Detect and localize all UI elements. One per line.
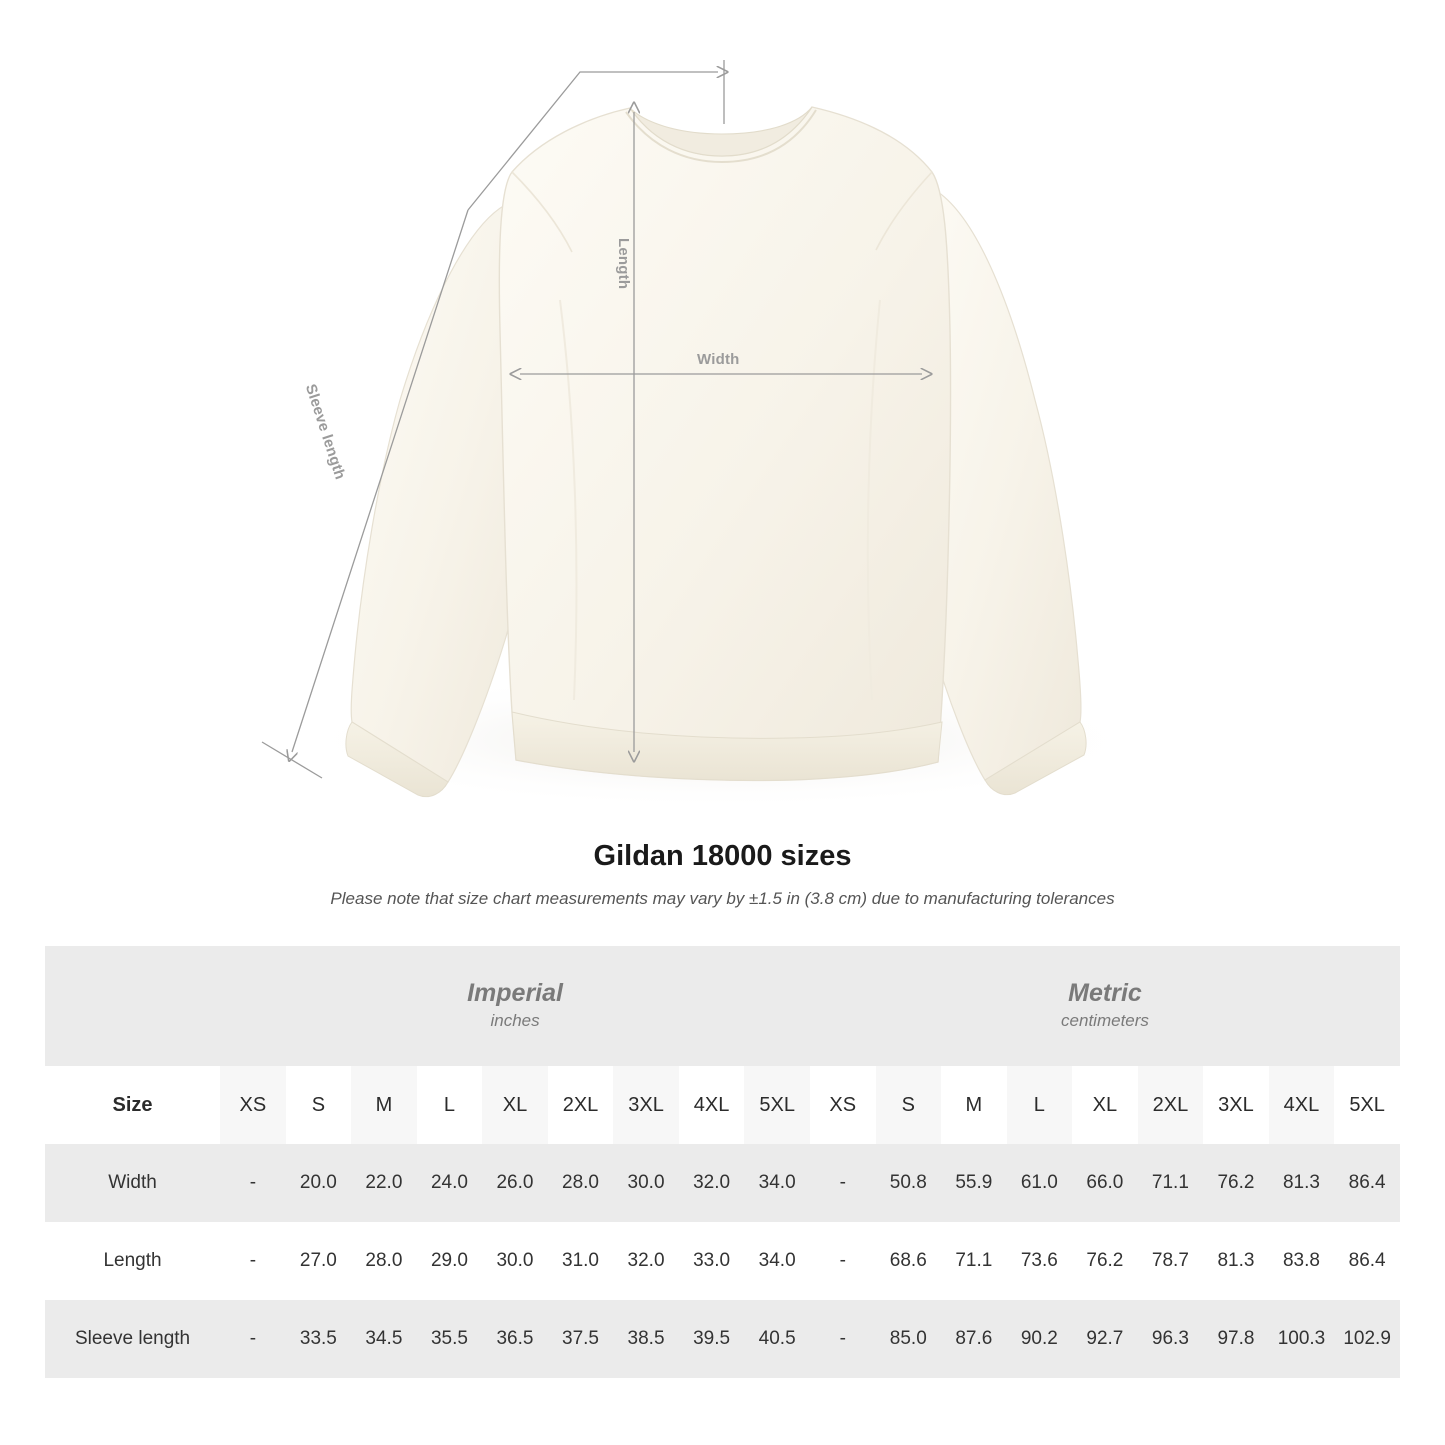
cell-sleeve-imperial-s: 33.5 — [286, 1300, 352, 1378]
size-col-metric-xl: XL — [1072, 1066, 1138, 1144]
cell-width-metric-4xl: 81.3 — [1269, 1144, 1335, 1222]
cell-length-metric-xl: 76.2 — [1072, 1222, 1138, 1300]
cell-length-imperial-4xl: 33.0 — [679, 1222, 745, 1300]
cell-sleeve-imperial-l: 35.5 — [417, 1300, 483, 1378]
cell-length-imperial-2xl: 31.0 — [548, 1222, 614, 1300]
size-col-imperial-2xl: 2XL — [548, 1066, 614, 1144]
size-col-metric-4xl: 4XL — [1269, 1066, 1335, 1144]
size-col-metric-l: L — [1007, 1066, 1073, 1144]
width-label: Width — [697, 351, 740, 368]
cell-width-metric-xl: 66.0 — [1072, 1144, 1138, 1222]
page-title: Gildan 18000 sizes — [593, 840, 852, 872]
cell-width-imperial-s: 20.0 — [286, 1144, 352, 1222]
cell-length-metric-2xl: 78.7 — [1138, 1222, 1204, 1300]
metric-sub: centimeters — [1061, 1010, 1149, 1030]
cell-length-metric-s: 68.6 — [876, 1222, 942, 1300]
sleeve-length-label: Sleeve length — [301, 382, 349, 482]
cell-sleeve-metric-xl: 92.7 — [1072, 1300, 1138, 1378]
cell-sleeve-metric-5xl: 102.9 — [1334, 1300, 1400, 1378]
cell-sleeve-imperial-xs: - — [220, 1300, 286, 1378]
cell-length-imperial-xs: - — [220, 1222, 286, 1300]
cell-sleeve-imperial-xl: 36.5 — [482, 1300, 548, 1378]
cell-length-imperial-m: 28.0 — [351, 1222, 417, 1300]
unit-header-imperial — [220, 946, 810, 1066]
cell-width-imperial-xl: 26.0 — [482, 1144, 548, 1222]
unit-header-spacer — [45, 946, 220, 1066]
table-row — [45, 1222, 1400, 1300]
cell-width-imperial-xs: - — [220, 1144, 286, 1222]
size-col-metric-5xl: 5XL — [1334, 1066, 1400, 1144]
cell-sleeve-imperial-4xl: 39.5 — [679, 1300, 745, 1378]
cell-width-imperial-4xl: 32.0 — [679, 1144, 745, 1222]
cell-width-imperial-2xl: 28.0 — [548, 1144, 614, 1222]
row-label-length: Length — [45, 1222, 220, 1300]
cell-sleeve-metric-2xl: 96.3 — [1138, 1300, 1204, 1378]
cell-width-imperial-5xl: 34.0 — [744, 1144, 810, 1222]
cell-length-metric-4xl: 83.8 — [1269, 1222, 1335, 1300]
size-col-imperial-s: S — [286, 1066, 352, 1144]
cell-width-imperial-m: 22.0 — [351, 1144, 417, 1222]
cell-width-metric-2xl: 71.1 — [1138, 1144, 1204, 1222]
cell-sleeve-imperial-3xl: 38.5 — [613, 1300, 679, 1378]
cell-length-imperial-s: 27.0 — [286, 1222, 352, 1300]
size-header-label: Size — [45, 1066, 220, 1144]
cell-width-imperial-3xl: 30.0 — [613, 1144, 679, 1222]
tolerance-note: Please note that size chart measurements may vary by ±1.5 in (3.8 cm) due to manufacturing tolerances — [330, 889, 1115, 908]
cell-width-metric-xs: - — [810, 1144, 876, 1222]
cell-length-imperial-5xl: 34.0 — [744, 1222, 810, 1300]
cell-sleeve-metric-xs: - — [810, 1300, 876, 1378]
table-row — [45, 1300, 1400, 1378]
cell-length-metric-xs: - — [810, 1222, 876, 1300]
cell-sleeve-imperial-5xl: 40.5 — [744, 1300, 810, 1378]
imperial-name: Imperial — [467, 978, 563, 1007]
cell-length-imperial-xl: 30.0 — [482, 1222, 548, 1300]
metric-name: Metric — [1068, 978, 1142, 1007]
cell-length-metric-m: 71.1 — [941, 1222, 1007, 1300]
unit-header-row — [45, 946, 1400, 1066]
cell-sleeve-metric-3xl: 97.8 — [1203, 1300, 1269, 1378]
cell-length-metric-5xl: 86.4 — [1334, 1222, 1400, 1300]
size-col-metric-2xl: 2XL — [1138, 1066, 1204, 1144]
size-col-imperial-3xl: 3XL — [613, 1066, 679, 1144]
cell-sleeve-imperial-2xl: 37.5 — [548, 1300, 614, 1378]
cell-width-metric-3xl: 76.2 — [1203, 1144, 1269, 1222]
cell-width-metric-m: 55.9 — [941, 1144, 1007, 1222]
size-col-imperial-5xl: 5XL — [744, 1066, 810, 1144]
size-col-imperial-xs: XS — [220, 1066, 286, 1144]
row-label-width: Width — [45, 1144, 220, 1222]
size-col-imperial-4xl: 4XL — [679, 1066, 745, 1144]
cell-width-metric-s: 50.8 — [876, 1144, 942, 1222]
cell-sleeve-metric-s: 85.0 — [876, 1300, 942, 1378]
cell-width-metric-l: 61.0 — [1007, 1144, 1073, 1222]
cell-length-metric-3xl: 81.3 — [1203, 1222, 1269, 1300]
cell-sleeve-imperial-m: 34.5 — [351, 1300, 417, 1378]
size-col-imperial-xl: XL — [482, 1066, 548, 1144]
cell-width-imperial-l: 24.0 — [417, 1144, 483, 1222]
size-chart-table-wrap — [45, 946, 1400, 1378]
size-header-row — [45, 1066, 1400, 1144]
row-label-sleeve-length: Sleeve length — [45, 1300, 220, 1378]
size-col-metric-xs: XS — [810, 1066, 876, 1144]
imperial-sub: inches — [490, 1010, 540, 1030]
cell-sleeve-metric-m: 87.6 — [941, 1300, 1007, 1378]
title-block — [0, 840, 1445, 909]
size-col-imperial-l: L — [417, 1066, 483, 1144]
cell-length-imperial-3xl: 32.0 — [613, 1222, 679, 1300]
size-col-metric-3xl: 3XL — [1203, 1066, 1269, 1144]
sweatshirt-shape — [346, 107, 1086, 797]
size-col-metric-m: M — [941, 1066, 1007, 1144]
cell-width-metric-5xl: 86.4 — [1334, 1144, 1400, 1222]
table-row — [45, 1144, 1400, 1222]
cell-length-metric-l: 73.6 — [1007, 1222, 1073, 1300]
cell-sleeve-metric-l: 90.2 — [1007, 1300, 1073, 1378]
length-label: Length — [615, 238, 632, 290]
size-chart-table — [45, 946, 1400, 1378]
unit-header-metric — [810, 946, 1400, 1066]
size-col-metric-s: S — [876, 1066, 942, 1144]
cell-length-imperial-l: 29.0 — [417, 1222, 483, 1300]
size-col-imperial-m: M — [351, 1066, 417, 1144]
cell-sleeve-metric-4xl: 100.3 — [1269, 1300, 1335, 1378]
